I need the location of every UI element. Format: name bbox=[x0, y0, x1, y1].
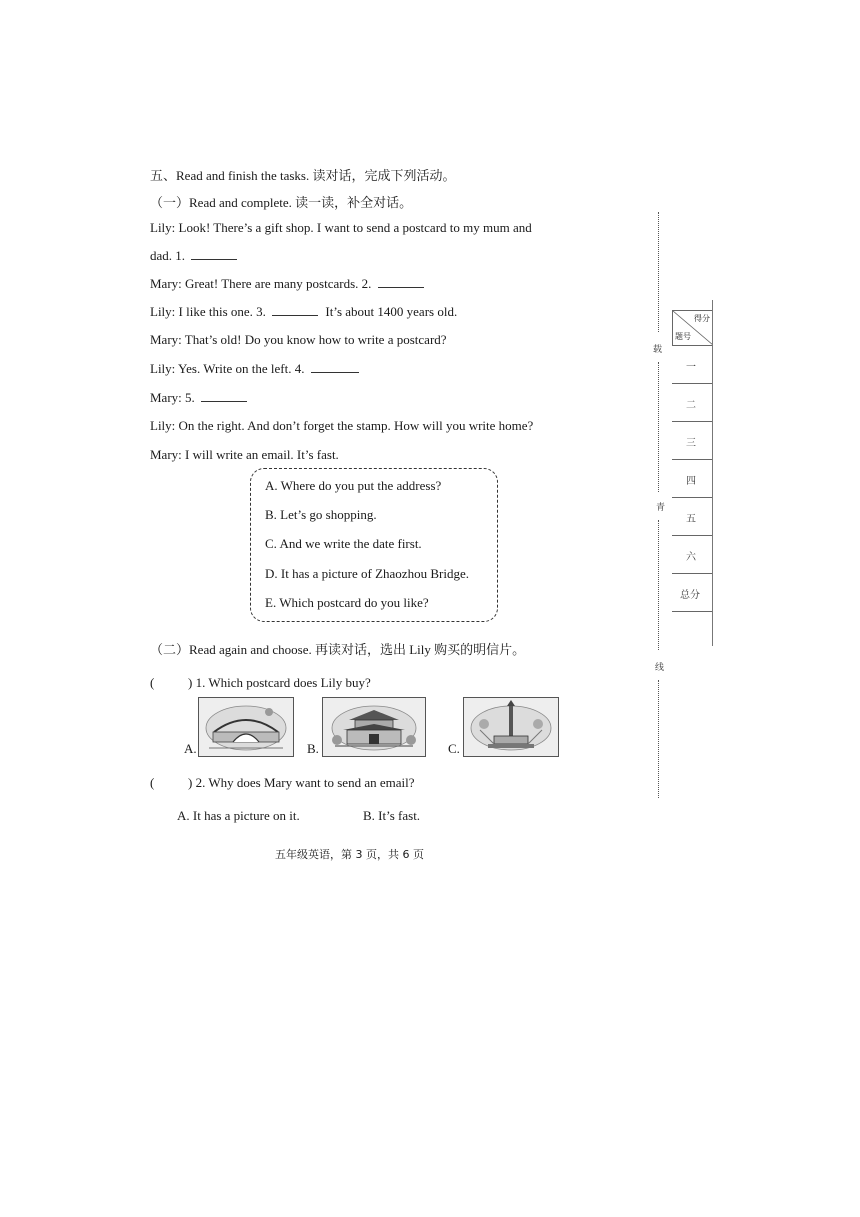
part1-title: （一）Read and complete. 读一读，补全对话。 bbox=[150, 195, 413, 210]
score-row-label: 六 bbox=[686, 552, 696, 563]
answer-blank-1[interactable] bbox=[191, 248, 237, 260]
option-d: D. It has a picture of Zhaozhou Bridge. bbox=[265, 566, 469, 581]
seal-char-2: 青 bbox=[656, 503, 666, 513]
score-row-3[interactable] bbox=[672, 422, 712, 460]
dialogue-line-2-text: Mary: Great! There are many postcards. 2. bbox=[150, 276, 372, 291]
pic-label-b: B. bbox=[307, 741, 319, 756]
answer-paren-1[interactable]: ( bbox=[150, 675, 155, 690]
question-1: ) 1. Which postcard does Lily buy? bbox=[188, 675, 371, 690]
score-table-right-edge bbox=[712, 300, 713, 646]
dialogue-line-1a: Lily: Look! There’s a gift shop. I want to send a postcard to my mum and bbox=[150, 220, 532, 235]
dialogue-line-3a-text: Lily: I like this one. 3. bbox=[150, 304, 266, 319]
answer-paren-2[interactable]: ( bbox=[150, 775, 155, 790]
score-row-6[interactable] bbox=[672, 536, 712, 574]
pic-label-c: C. bbox=[448, 741, 460, 756]
option-a: A. Where do you put the address? bbox=[265, 478, 442, 493]
score-row-label: 四 bbox=[686, 476, 696, 487]
pic-label-a: A. bbox=[184, 741, 197, 756]
score-header-label: 得分 bbox=[694, 314, 710, 323]
postcard-bridge-image[interactable] bbox=[198, 697, 294, 757]
dialogue-line-7: Lily: On the right. And don’t forget the stamp. How will you write home? bbox=[150, 418, 534, 433]
dialogue-line-3 bbox=[150, 304, 457, 320]
dialogue-line-1b-text: dad. 1. bbox=[150, 248, 186, 263]
dialogue-line-6 bbox=[150, 390, 247, 406]
score-row-2[interactable] bbox=[672, 384, 712, 422]
answer-blank-3[interactable] bbox=[272, 304, 318, 316]
question-number-header-label: 题号 bbox=[675, 332, 691, 341]
binding-line-left-4 bbox=[658, 680, 659, 798]
score-row-label: 一 bbox=[686, 362, 696, 373]
binding-line-left-2 bbox=[658, 362, 659, 492]
postcard-monument-image[interactable] bbox=[463, 697, 559, 757]
option-b: B. Let’s go shopping. bbox=[265, 507, 377, 522]
dialogue-line-1b bbox=[150, 248, 237, 264]
score-row-label: 总分 bbox=[680, 590, 700, 601]
section-title: 五、Read and finish the tasks. 读对话，完成下列活动。 bbox=[150, 168, 456, 183]
binding-line-left-1 bbox=[658, 212, 659, 332]
seal-char-3: 线 bbox=[655, 663, 665, 673]
option-c: C. And we write the date first. bbox=[265, 536, 422, 551]
score-table bbox=[672, 310, 712, 612]
question-2-option-b: B. It’s fast. bbox=[363, 808, 421, 823]
answer-blank-5[interactable] bbox=[201, 390, 247, 402]
binding-line-left-3 bbox=[658, 520, 659, 650]
dialogue-line-8: Mary: I will write an email. It’s fast. bbox=[150, 447, 339, 462]
answer-blank-2[interactable] bbox=[378, 276, 424, 288]
question-2-option-a: A. It has a picture on it. bbox=[177, 808, 300, 823]
dialogue-line-2 bbox=[150, 276, 424, 292]
dialogue-line-3b-text: It’s about 1400 years old. bbox=[325, 304, 458, 319]
dialogue-line-5 bbox=[150, 361, 359, 377]
postcard-palace-image[interactable] bbox=[322, 697, 426, 757]
page-footer: 五年级英语，第 3 页，共 6 页 bbox=[275, 848, 424, 861]
seal-char-1: 载 bbox=[653, 345, 663, 355]
answer-blank-4[interactable] bbox=[311, 361, 359, 373]
score-row-total[interactable] bbox=[672, 574, 712, 612]
score-row-1[interactable] bbox=[672, 346, 712, 384]
options-box bbox=[250, 468, 498, 622]
score-row-5[interactable] bbox=[672, 498, 712, 536]
score-row-label: 五 bbox=[686, 514, 696, 525]
dialogue-line-4: Mary: That’s old! Do you know how to write a postcard? bbox=[150, 332, 447, 347]
option-e: E. Which postcard do you like? bbox=[265, 595, 429, 610]
score-row-label: 二 bbox=[686, 400, 696, 411]
score-row-4[interactable] bbox=[672, 460, 712, 498]
question-2: ) 2. Why does Mary want to send an email? bbox=[188, 775, 415, 790]
score-table-header bbox=[672, 310, 712, 346]
dialogue-line-5-text: Lily: Yes. Write on the left. 4. bbox=[150, 361, 305, 376]
score-row-label: 三 bbox=[686, 438, 696, 449]
dialogue-line-6-text: Mary: 5. bbox=[150, 390, 195, 405]
part2-title: （二）Read again and choose. 再读对话，选出 Lily 购买的明信片。 bbox=[150, 642, 526, 657]
